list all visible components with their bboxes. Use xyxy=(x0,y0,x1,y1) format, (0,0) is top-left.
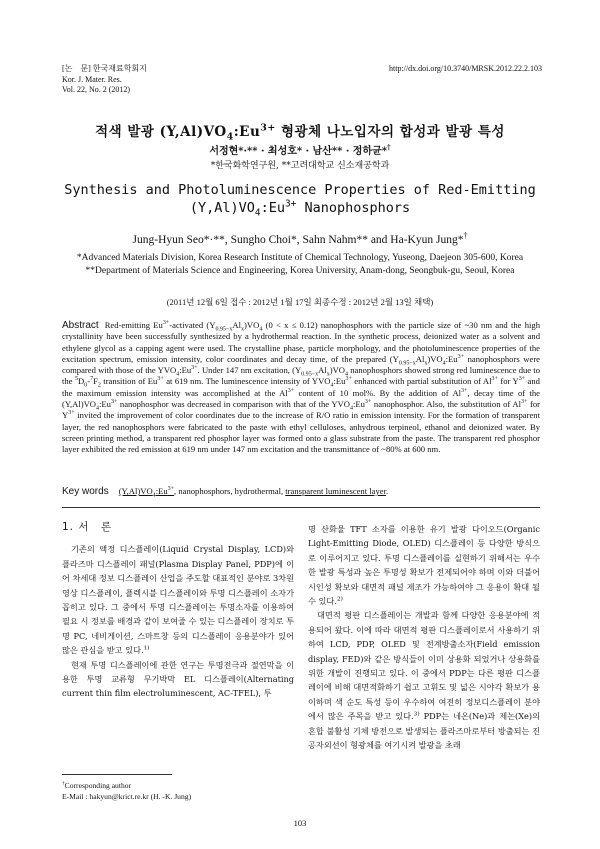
section-divider xyxy=(62,507,540,508)
authors-english: Jung-Hyun Seo*·**, Sungho Choi*, Sahn Nahm** and Ha-Kyun Jung*† xyxy=(132,231,468,246)
footnote: †Corresponding author E-Mail : hakyun@krict.re.kr (H. -K. Jung) xyxy=(62,780,192,801)
body-column-left xyxy=(62,520,294,701)
received-dates: (2011년 12월 6일 접수 : 2012년 1월 17일 최종수정 : 2012년 2월 13일 채택) xyxy=(166,297,434,307)
title-english: Synthesis and Photoluminescence Properties of Red-Emitting $(Y,Al)VO_4:Eu^{3+}$ Nanophosphors xyxy=(64,182,536,219)
body-column-right xyxy=(308,522,540,753)
doi-link[interactable]: http://dx.doi.org/10.3740/MRSK.2012.22.2.103 xyxy=(389,64,542,73)
keywords-label: Key words xyxy=(62,486,109,497)
section-heading: 1. 서 론 xyxy=(62,521,113,533)
keywords: Key words $(Y,Al)VO_4:Eu^{3+}$, nanophosphors, hydrothermal, transparent luminescent layer. xyxy=(62,486,389,499)
affiliations-english: *Advanced Materials Division, Korea Research Institute of Chemical Technology, Yuseong, Daejeon 305-600, Korea **Department of Materials Science and Engineering, Korea University, Anam-dong, Seongbuk-gu, Seoul, Korea xyxy=(76,253,524,276)
paragraph: 대면적 평판 디스플레이는 개발과 함께 다양한 응용분야에 적용되어 왔다. 이에 따라 대면적 평판 디스플레이로서 사용하기 위하여 LCD, PDP, OLED 및 전계방출소자(Field emission display, FED)와 같은 방식들이 이미 상용화 되었거나 상용화를 위한 개발이 진행되고 있다. 이 중에서 PDP는 다른 평판 디스플레이에 비해 대면적화하기 쉽고 고휘도 및 넓은 시야각 확보가 용이하며 색 순도 특성 등이 우수하여 여전히 정보디스플레이 분야에서 많은 주목을 받고 있다.$^{3)}$ PDP는 네온(Ne)과 제논(Xe)의 혼합 불활성 기체 방전으로 발생되는 플라즈마로부터 방출되는 진공자외선이 형광체를 여기시켜 발광을 초래 xyxy=(308,610,541,751)
corresponding-email: E-Mail : hakyun@krict.re.kr (H. -K. Jung) xyxy=(62,792,192,801)
journal-header xyxy=(62,64,147,96)
page-number: 103 xyxy=(293,818,307,828)
journal-name-en: Kor. J. Mater. Res. xyxy=(62,74,122,84)
keyword-transparent-layer: transparent luminescent layer xyxy=(285,486,386,496)
title-korean: 적색 발광 $(Y,Al)VO_4:Eu^{3+}$ 형광체 나노입자의 합성과 발광 특성 xyxy=(95,122,505,143)
paragraph: 현재 투명 디스플레이에 관한 연구는 투명전극과 절연막을 이용한 투명 교류형 무기박막 EL 디스플레이(Alternating current thin film electroluminescent, AC-TFEL), 투 xyxy=(62,659,294,699)
abstract-label: Abstract xyxy=(62,320,99,331)
abstract: Abstract Red-emitting $Eu^{3+}$-activated $(Y_{0.95-x}Al_x)VO_4$ (0 < x ≤ 0.12) nanophosphors with the particle size of ~30 nm and the high crystallinity have been successfully synthesized by a hydrothermal reaction. In the synthetic process, deionized water as a solvent and ethylene glycol as a capping agent were used. The crystalline phase, particle morphology, and the photoluminescence properties of the excitation spectrum, emission intensity, color coordinates and decay time, of the prepared $(Y_{0.95-x}Al_x)VO_4:Eu^{3+}$ nanophosphors were compared with those of the $YVO_4:Eu^{3+}$. Under 147 nm excitation, $(Y_{0.95-x}Al_x)VO_4$ nanophosphors showed strong red luminescence due to the $^5D_0-^7F_2$ transition of $Eu^{3+}$ at 619 nm. The luminescence intensity of $YVO_4:Eu^{3+}$ enhanced with partial substitution of $Al^{3+}$ for $Y^{3+}$ and the maximum emission intensity was accomplished at the $Al^{3+}$ content of 10 mol%. By the addition of $Al^{3+}$, decay time of the $(Y,Al)VO_4:Eu^{3+}$ nanophosphor was decreased in comparison with that of the $YVO_4:Eu^{3+}$ nanophosphor. Also, the substitution of $Al^{3+}$ for $Y^{3+}$ invited the improvement of color coordinates due to the increase of R/O ratio in emission intensity. For the formation of transparent layer, the red nanophosphors were fabricated to the paste with ethyl celluloses, anhydrous terpineol, ethanol and deionized water. By screen printing method, a transparent red phosphor layer was formed onto a glass substrate from the paste. The transparent red phosphor layer exhibited the red emission at 619 nm under 147 nm excitation and the transmittance of ~80% at 600 nm. xyxy=(62,320,541,455)
keyword-yalvo4: $(Y,Al)VO_4:Eu^{3+}$ xyxy=(118,486,175,499)
paragraph: 기존의 액정 디스플레이(Liquid Crystal Display, LCD)와 플라즈마 디스플레이 패널(Plasma Display Panel, PDP)에 이어 차세대 정보 디스플레이 산업을 주도할 대표적인 분야로 3차원 영상 디스플레이, 플렉시블 디스플레이와 투명 디스플레이 소자가 꼽히고 있다. 그 중에서 투명 디스플레이는 투명소자를 이용하여 필요 시 정보를 배경과 같이 보여줄 수 있는 디스플레이 장치로 투명 PC, 네비게이션, 스마트창 등의 디스플레이 응용분야가 있어 많은 관심을 받고 있다.$^{1)}$ xyxy=(62,544,294,656)
journal-volume: Vol. 22, No. 2 (2012) xyxy=(62,85,131,94)
journal-name-ko: [논 문] 한국재료학회지 xyxy=(62,64,147,73)
authors-korean: 서정현*·** · 최성호* · 남산** · 정하균*† xyxy=(209,142,391,157)
affiliations-korean: *한국화학연구원, **고려대학교 신소재공학과 xyxy=(210,161,390,171)
paragraph: 명 산화물 TFT 소자를 이용한 유기 발광 다이오드(Organic Light-Emitting Diode, OLED) 디스플레이 등 다양한 방식으로 이루어지고 있다. 투명 디스플레이를 실현하기 위해서는 우수한 발광 특성과 높은 투명성 확보가 전제되어야 하며 이와 더불어 시인성 확보와 대면적 패널 제조가 가능하여야 그 응용이 확대 될 수 있다.$^{2)}$ xyxy=(308,524,540,607)
footnote-divider xyxy=(62,774,172,775)
